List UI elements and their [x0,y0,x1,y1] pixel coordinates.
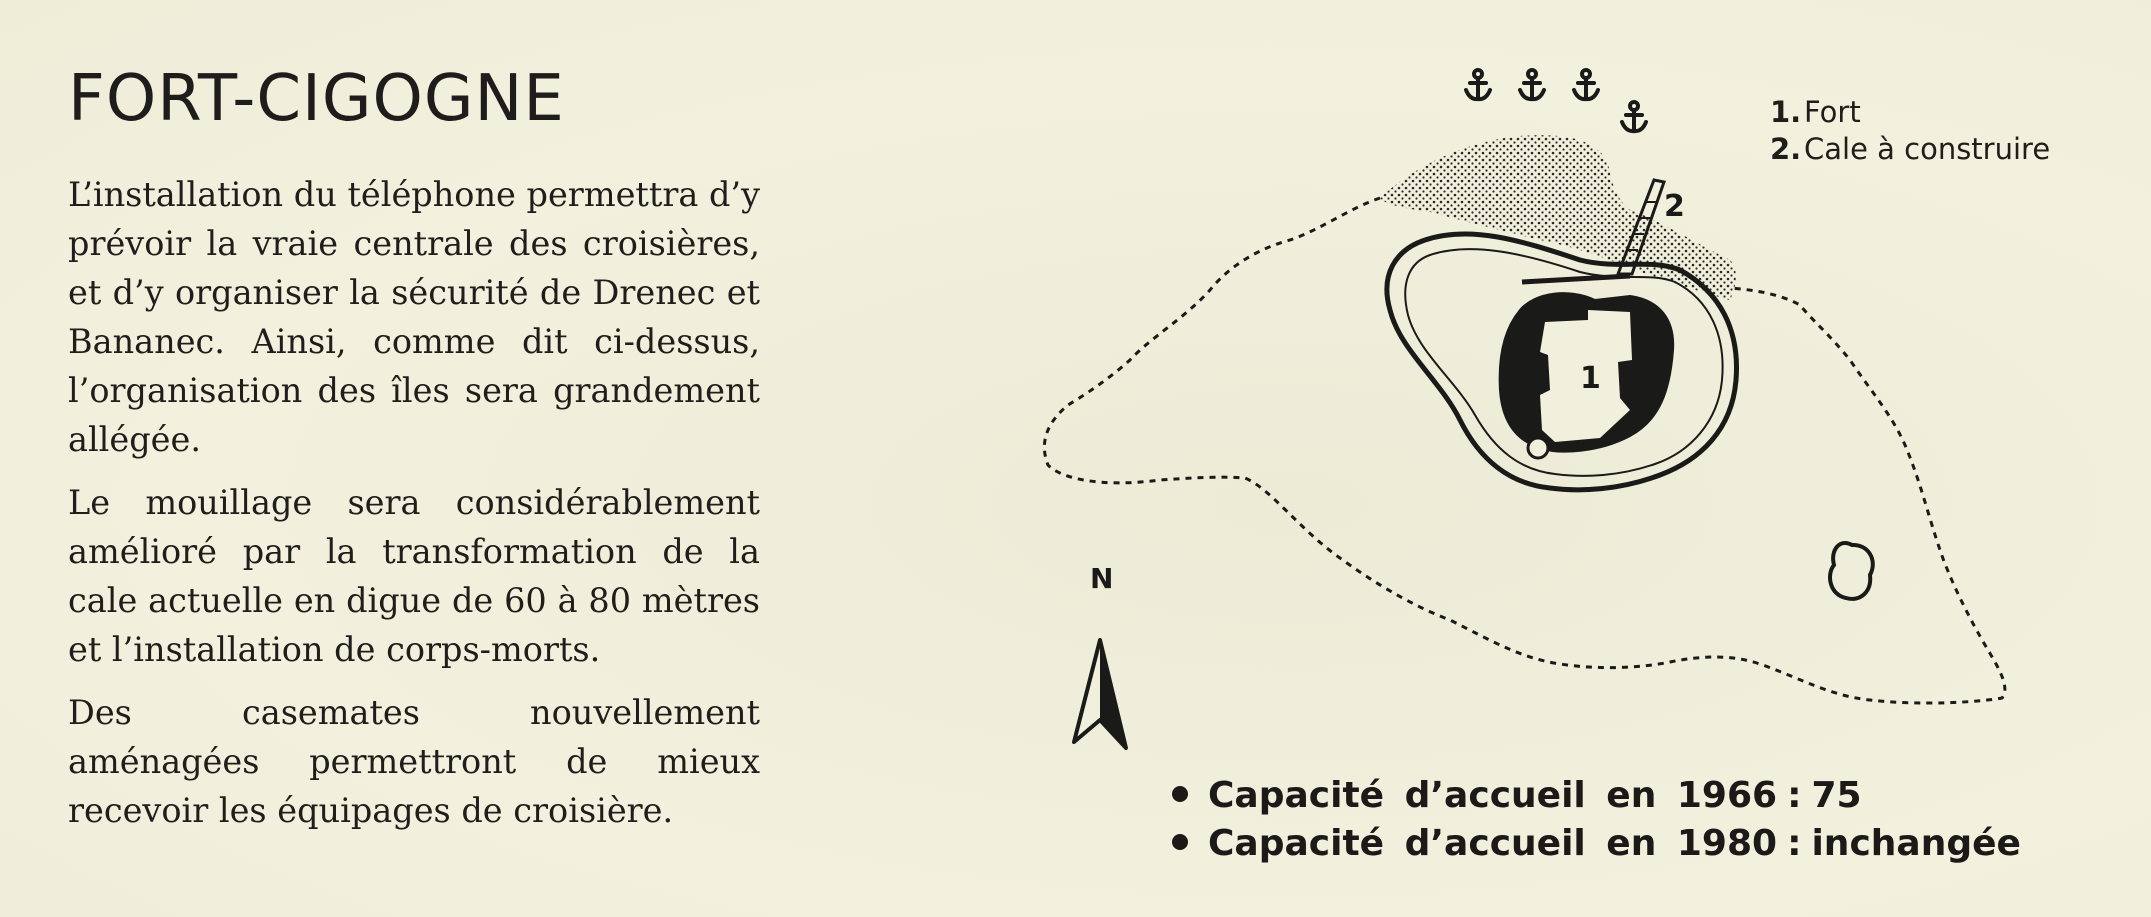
slipway-line [1522,276,1630,282]
island-map [1040,60,2040,760]
marker-fort-number: 1 [1580,361,1601,396]
anchorage-anchors [1466,70,1646,131]
anchor-icon [1466,70,1490,99]
capacity-row: Capacité d’accueil en 1980 : inchangée [1172,820,2021,868]
anchor-icon [1574,70,1598,99]
fort-tower [1528,438,1548,458]
capacity-row: Capacité d’accueil en 1966 : 75 [1172,772,2021,820]
marker-slipway-number: 2 [1664,189,1685,224]
anchor-icon [1520,70,1544,99]
island-coastline [1044,198,2005,703]
bullet-icon [1172,834,1188,850]
capacity-value: 75 [1811,775,1862,816]
anchor-icon [1622,102,1646,131]
capacity-value: inchangée [1811,823,2021,864]
bullet-icon [1172,786,1188,802]
article-body [68,170,760,849]
paragraph: L’installation du téléphone permettra d’y prévoir la vraie centrale des croisières, et d’y organiser la sécurité de Drenec et Bananec. Ainsi, comme dit ci-dessus, l’organisation des îles sera grandement allégée. [68,175,760,459]
paragraph: Le mouillage sera considérablement amélioré par la transformation de la cale actuelle en digue de 60 à 80 mètres et l’installation de corps-morts. [68,483,760,669]
capacity-summary [1172,772,2021,868]
islet [1830,543,1873,599]
capacity-label: Capacité d’accueil en 1980 [1208,823,1778,864]
north-arrow [1074,562,1126,748]
legend-number: 1. [1770,95,1802,129]
legend-number: 2. [1770,132,1802,166]
paragraph: Des casemates nouvellement aménagées permettront de mieux recevoir les équipages de croisière. [68,693,760,830]
page-title: FORT-CIGOGNE [68,62,565,136]
capacity-label: Capacité d’accueil en 1966 [1208,775,1778,816]
legend-label: Fort [1804,95,1861,129]
north-label: N [1090,562,1114,595]
legend-label: Cale à construire [1804,132,2051,166]
